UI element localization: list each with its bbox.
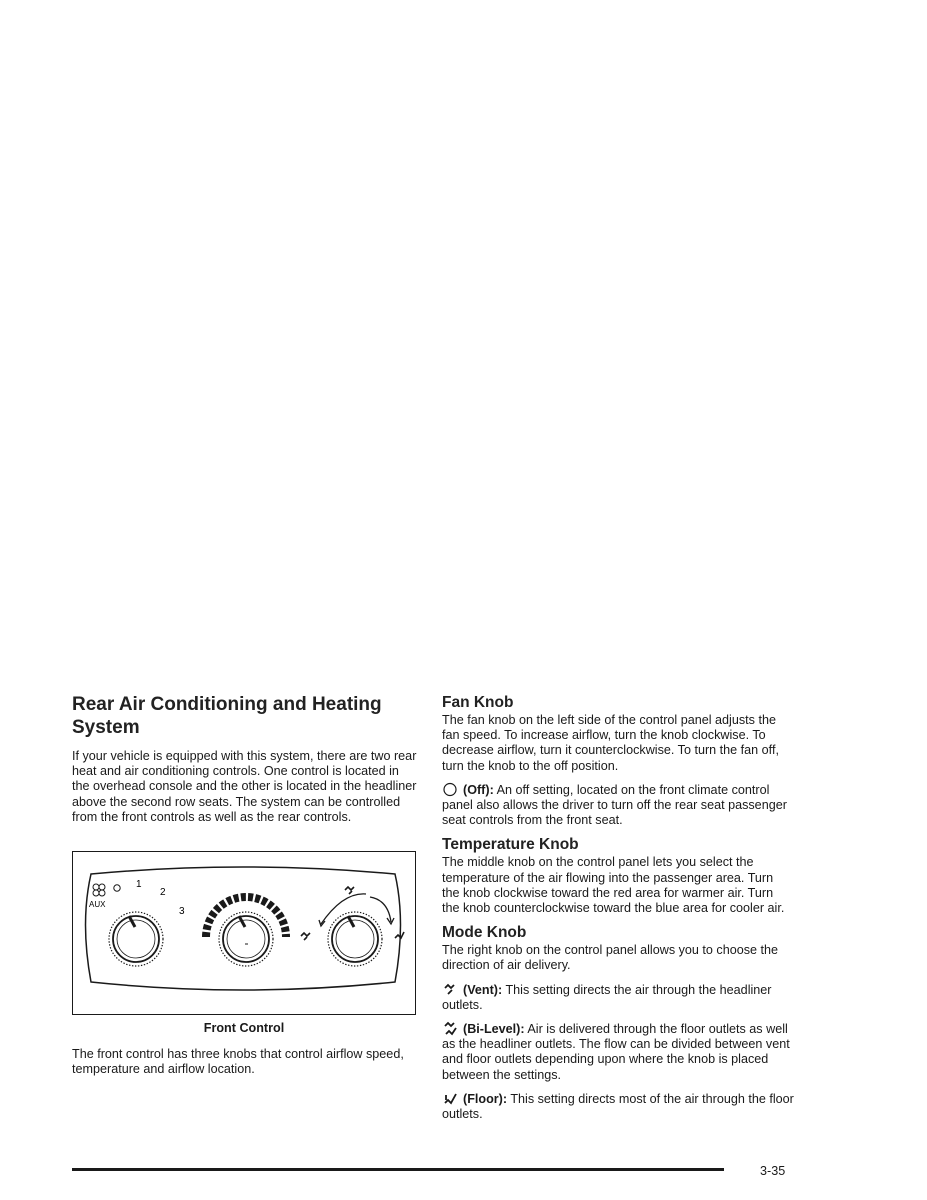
mode-knob xyxy=(328,912,382,966)
bi-level-label: (Bi-Level): xyxy=(463,1022,525,1037)
figure-caption: Front Control xyxy=(203,1021,285,1035)
vent-icon xyxy=(301,933,310,940)
vent-label: (Vent): xyxy=(463,982,503,997)
fan-icon xyxy=(93,884,105,896)
front-control-illustration xyxy=(73,852,414,1013)
floor-icon xyxy=(395,932,404,938)
vent-paragraph xyxy=(442,982,794,1013)
mode-knob-heading: Mode Knob xyxy=(442,924,527,942)
floor-paragraph xyxy=(442,1091,794,1122)
bi-level-paragraph xyxy=(442,1021,794,1083)
intro-paragraph: If your vehicle is equipped with this system, there are two rear heat and air conditioning controls. One control is located in the overhead console and the other is located in the headliner above the second row seats. The system can be controlled from the front controls as well as the rear controls. xyxy=(72,749,417,824)
floor-icon xyxy=(442,1091,460,1106)
temperature-knob xyxy=(219,912,273,966)
bi-level-text: Air is delivered through the floor outlets as well as the headliner outlets. The flow can be divided between vent and floor outlets depending upon where the knob is placed between the settings. xyxy=(442,1022,790,1082)
left-column xyxy=(72,693,417,825)
right-column xyxy=(442,694,794,1130)
front-control-figure xyxy=(72,851,416,1015)
floor-label: (Floor): xyxy=(463,1091,508,1106)
floor-text: This setting directs most of the air through the floor outlets. xyxy=(442,1091,794,1122)
off-text: An off setting, located on the front climate control panel also allows the driver to turn off the rear seat passenger seat controls from the front seat. xyxy=(442,782,787,828)
fan-speed-2: 2 xyxy=(160,887,166,898)
after-figure-text xyxy=(72,1047,417,1077)
fan-speed-1: 1 xyxy=(136,879,142,890)
fan-knob-heading: Fan Knob xyxy=(442,694,514,711)
bi-level-icon xyxy=(442,1021,460,1036)
fan-knob-paragraph: The fan knob on the left side of the control panel adjusts the fan speed. To increase airflow, turn the knob clockwise. To decrease airflow, turn it counterclockwise. To turn the fan off, turn the knob to the off position. xyxy=(442,713,779,773)
front-control-description: The front control has three knobs that control airflow speed, temperature and airflow location. xyxy=(72,1047,404,1077)
off-circle-icon xyxy=(442,782,460,797)
fan-speed-3: 3 xyxy=(179,906,185,917)
temperature-knob-heading: Temperature Knob xyxy=(442,836,579,854)
off-setting-paragraph xyxy=(442,782,794,829)
temperature-knob-paragraph: The middle knob on the control panel lets you select the temperature of the air flowing into the passenger area. Turn the knob clockwise toward the red area for warmer air. Turn the knob counterclockwise toward the blue area for cooler air. xyxy=(442,855,785,916)
page-number: 3-35 xyxy=(760,1164,786,1178)
footer-rule xyxy=(72,1168,724,1171)
vent-text: This setting directs the air through the headliner outlets. xyxy=(442,982,772,1012)
off-circle-icon xyxy=(114,885,120,891)
mode-knob-paragraph: The right knob on the control panel allows you to choose the direction of air delivery. xyxy=(442,943,779,973)
aux-label: AUX xyxy=(89,900,106,909)
off-label: (Off): xyxy=(463,782,494,797)
fan-knob xyxy=(109,912,163,966)
vent-icon xyxy=(442,982,460,997)
bi-level-icon xyxy=(345,887,354,894)
section-heading: Rear Air Conditioning and Heating System xyxy=(72,694,382,738)
